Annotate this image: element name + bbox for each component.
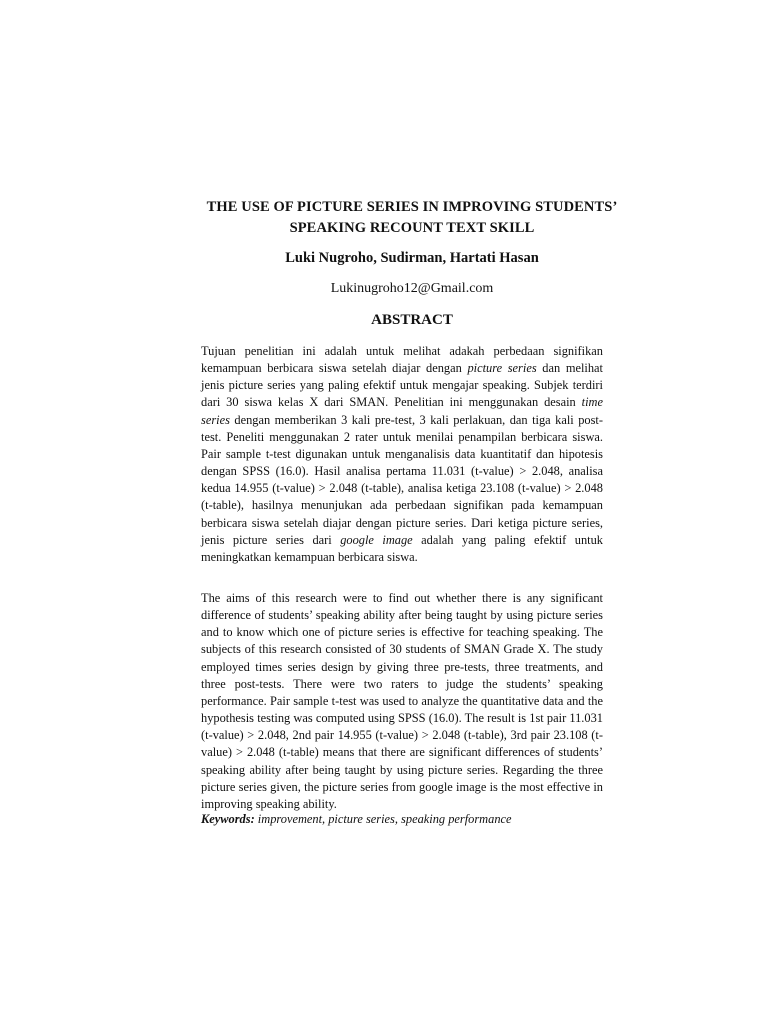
abstract-english: The aims of this research were to find out whether there is any significant difference of students’ speaking ability after being taught by using picture series and to know which one of picture series is effective for teaching speaking. The subjects of this research consisted of 30 students of SMAN Grade X. The study employed times series design by giving three pre-tests, three treatments, and three post-tests. There were two raters to judge the students’ speaking performance. Pair sample t-test was used to analyze the quantitative data and the hypothesis testing was computed using SPSS (16.0). The result is 1st pair 11.031 (t-value) > 2.048, 2nd pair 14.955 (t-value) > 2.048 (t-table), 3rd pair 23.108 (t-value) > 2.048 (t-table) means that there are significant differences of students’ speaking ability after being taught by using picture series. Regarding the three picture series given, the picture series from google image is the most effective in improving speaking ability.: [201, 591, 603, 811]
paper-title: [150, 197, 674, 239]
author-list: Luki Nugroho, Sudirman, Hartati Hasan: [285, 250, 539, 266]
author-email: Lukinugroho12@Gmail.com: [330, 281, 494, 296]
abstract-id-text-3: dengan memberikan 3 kali pre-test, 3 kali perlakuan, dan tiga kali post-test. Peneliti menggunakan 2 rater untuk menilai penampilan berbicara siswa. Pair sample t-test digunakan untuk menganalisis data kuantitatif dan hipotesis dengan SPSS (16.0). Hasil analisa pertama 11.031 (t-value) > 2.048, analisa kedua 14.955 (t-value) > 2.048 (t-table), analisa ketiga 23.108 (t-value) > 2.048 (t-table), hasilnya menunjukan ada perbedaan signifikan pada kemampuan berbicara siswa setelah diajar dengan picture series. Dari ketiga picture series, jenis picture series dari: [201, 412, 603, 547]
paper-title-line-1: THE USE OF PICTURE SERIES IN IMPROVING STUDENTS’: [206, 199, 618, 215]
abstract-id-italic-2: time series: [201, 395, 603, 427]
abstract-id-italic-3: google image: [340, 532, 413, 547]
keywords-value: improvement, picture series, speaking performance: [254, 812, 512, 826]
paper-title-line-2: SPEAKING RECOUNT TEXT SKILL: [289, 220, 535, 236]
abstract-heading: ABSTRACT: [371, 312, 453, 328]
abstract-id-italic-1: picture series: [467, 361, 537, 376]
abstract-id-text-1: Tujuan penelitian ini adalah untuk melihat adakah perbedaan signifikan kemampuan berbicara siswa setelah diajar dengan: [201, 344, 603, 376]
abstract-id-text-2: dan melihat jenis picture series yang paling efektif untuk mengajar speaking. Subjek terdiri dari 30 siswa kelas X dari SMAN. Penelitian ini menggunakan desain: [201, 361, 603, 410]
keywords-line: [201, 811, 603, 828]
keywords-label: Keywords:: [201, 812, 255, 826]
abstract-id-text-4: adalah yang paling efektif untuk meningkatkan kemampuan berbicara siswa.: [201, 532, 603, 564]
abstract-indonesian: [201, 343, 603, 566]
